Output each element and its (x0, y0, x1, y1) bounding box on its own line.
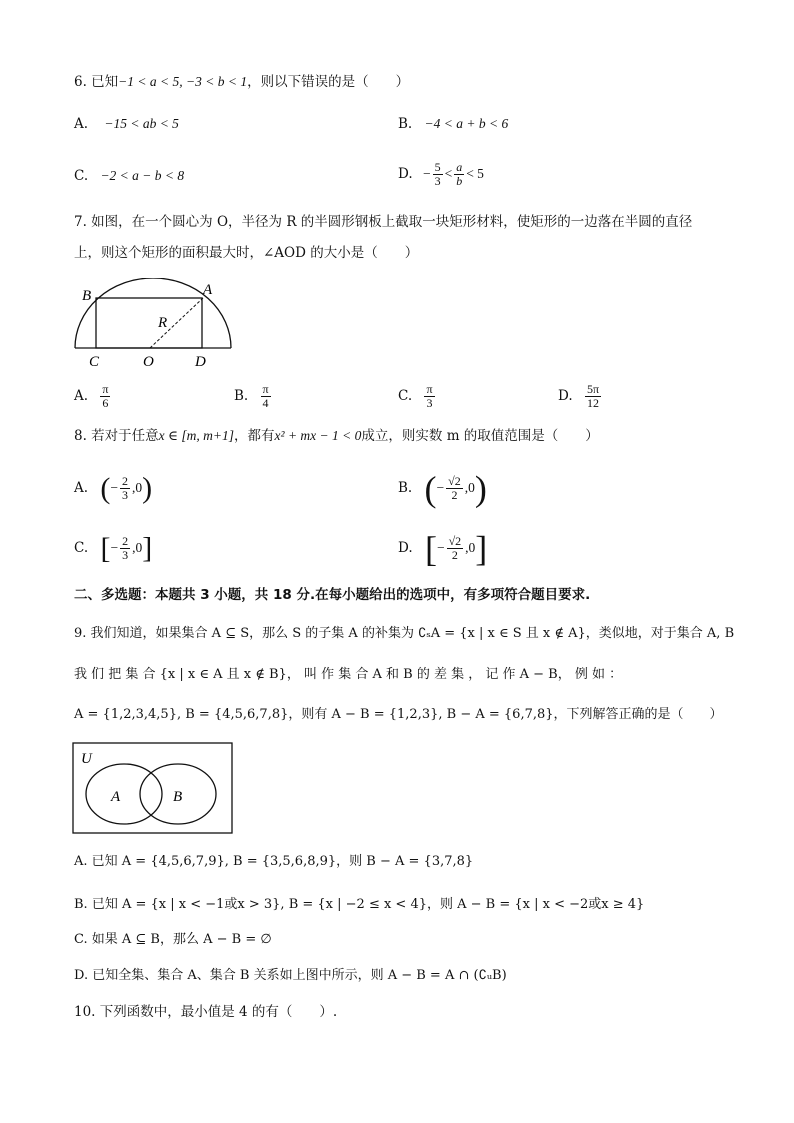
q6-option-a (74, 114, 179, 134)
q6-option-c-label: C. (74, 168, 89, 184)
q9-stem-line2: 我 们 把 集 合 {x | x ∈ A 且 x ∉ B}， 叫 作 集 合 A 和 B 的 差 集 ， 记 作 A − B， 例 如 ： (74, 667, 623, 682)
q8-c-zero: 0 (135, 540, 143, 555)
q6-option-b-label: B. (398, 116, 413, 132)
q8-a-zero: 0 (135, 480, 143, 495)
q9-venn-diagram (72, 742, 234, 835)
q8-b-num: √2 (448, 474, 461, 488)
q7-option-a-frac (100, 383, 110, 410)
q6-option-c (74, 166, 184, 186)
q8-d-zero: 0 (468, 540, 476, 555)
q7-b-num: π (262, 382, 269, 396)
q6-d-frac2-num: a (456, 160, 463, 174)
q8-option-d-frac (447, 535, 464, 562)
label-o: O (143, 354, 154, 370)
q7-option-d-frac (585, 383, 601, 410)
q8-stem-post: 成立，则实数 m 的取值范围是（ ） (361, 428, 599, 444)
label-c: C (89, 354, 100, 370)
q9-stem-line1: 9. 我们知道，如果集合 A ⊆ S，那么 S 的子集 A 的补集为 ∁ₛA = {x | x ∈ S 且 x ∉ A}，类似地，对于集合 A, B (74, 626, 735, 641)
q6-option-b (398, 114, 508, 134)
q6-option-a-text: −15 < ab < 5 (104, 116, 179, 131)
q8-stem-pre: 8. 若对于任意 (74, 428, 159, 444)
q9-option-b: B. 已知 A = {x | x < −1或x > 3}, B = {x | −2 ≤ x < 4}，则 A − B = {x | x < −2或x ≥ 4} (74, 897, 645, 912)
q8-option-b-label: B. (398, 480, 413, 496)
q9-option-d: D. 已知全集、集合 A、集合 B 关系如上图中所示，则 A − B = A ∩ (∁ᵤB) (74, 968, 507, 983)
q7-option-c-label: C. (398, 388, 413, 404)
q8-b-den: 2 (451, 488, 458, 502)
venn-label-b: B (173, 789, 183, 805)
q6-option-d-lt: < (444, 166, 453, 181)
q8-c-num: 2 (122, 534, 129, 548)
q7-c-den: 3 (426, 396, 433, 410)
q7-d-den: 12 (586, 396, 599, 410)
q7-b-den: 4 (262, 396, 269, 410)
q6-option-d-neg: − (422, 166, 431, 181)
q6-d-frac1-den: 3 (434, 174, 441, 188)
q8-option-a-label: A. (74, 480, 89, 496)
q8-option-c-frac (120, 535, 130, 562)
q8-a-den: 3 (121, 488, 128, 502)
q8-option-a-frac (120, 475, 130, 502)
q7-option-b-frac (261, 383, 271, 410)
q9-option-c: C. 如果 A ⊆ B，那么 A − B = ∅ (74, 932, 272, 947)
section-2-header: 二、多选题：本题共 3 小题，共 18 分.在每小题给出的选项中，有多项符合题目要求. (74, 587, 591, 603)
q9-option-a: A. 已知 A = {4,5,6,7,9}, B = {3,5,6,8,9}，则 B − A = {3,7,8} (74, 854, 474, 869)
q10-stem: 10. 下列函数中，最小值是 4 的有（ ）. (74, 1004, 338, 1020)
q7-a-num: π (102, 382, 109, 396)
q8-stem-mid: ，都有 (234, 428, 275, 444)
label-d: D (195, 354, 206, 370)
q7-option-a-label: A. (74, 388, 89, 404)
q7-option-d (558, 378, 603, 414)
q8-option-a: A. (− $\frac{2}{3}$ ,0) (74, 471, 153, 505)
venn-universe-box (73, 743, 232, 833)
q6-d-frac2-den: b (456, 174, 463, 188)
venn-label-a: A (111, 789, 121, 805)
q8-interval: x ∈ [m, m+1] (158, 428, 235, 443)
q7-stem-line2: 上，则这个矩形的面积最大时，∠AOD 的大小是（ ） (74, 245, 419, 261)
q6-option-c-text: −2 < a − b < 8 (100, 168, 185, 183)
q6-option-b-text: −4 < a + b < 6 (424, 116, 509, 131)
q8-option-d: D. [− $\frac{√2}{2}$ ,0] (398, 528, 488, 569)
q7-semicircle-figure (70, 278, 240, 370)
q8-b-zero: 0 (468, 480, 475, 495)
q7-a-den: 6 (102, 396, 109, 410)
q6-option-d-tail: < 5 (466, 166, 484, 181)
label-b: B (82, 288, 92, 304)
q8-d-den: 2 (451, 548, 458, 562)
q8-option-d-label: D. (398, 540, 413, 556)
inscribed-rectangle (96, 298, 202, 348)
q8-a-num: 2 (121, 474, 128, 488)
q6-stem-post: ，则以下错误的是（ ） (247, 74, 410, 90)
q7-c-num: π (426, 382, 433, 396)
q6-option-d-frac1 (433, 161, 443, 188)
q6-option-a-label: A. (74, 116, 89, 132)
venn-label-u: U (81, 751, 92, 767)
q8-option-c-label: C. (74, 540, 89, 556)
q7-option-a (74, 378, 112, 414)
q7-option-b-label: B. (234, 388, 249, 404)
q7-option-b (234, 378, 273, 414)
q8-option-b: B. (− $\frac{√2}{2}$ ,0) (398, 468, 487, 509)
q8-option-b-frac (446, 475, 463, 502)
q8-d-num: √2 (448, 534, 462, 548)
q7-stem-line1: 7. 如图，在一个圆心为 O，半径为 R 的半圆形钢板上截取一块矩形材料，使矩形的一边落在半圆的直径 (74, 214, 693, 230)
q6-stem-pre: 6. 已知 (74, 74, 119, 90)
q7-d-num: 5π (586, 382, 599, 396)
q6-d-frac1-num: 5 (434, 160, 441, 174)
q9-stem-line3: A = {1,2,3,4,5}, B = {4,5,6,7,8}，则有 A − B = {1,2,3}, B − A = {6,7,8}，下列解答正确的是（ ） (74, 707, 723, 722)
q8-stem (74, 426, 599, 446)
q6-stem (74, 72, 409, 92)
q6-option-d-label: D. (398, 166, 413, 182)
q6-option-d (398, 156, 484, 192)
label-r: R (158, 315, 168, 331)
q7-option-c (398, 378, 437, 414)
q7-option-d-label: D. (558, 388, 573, 404)
q7-option-c-frac (424, 383, 434, 410)
q8-c-den: 3 (122, 548, 129, 562)
q6-condition: −1 < a < 5, −3 < b < 1 (118, 74, 248, 89)
label-a: A (203, 282, 213, 298)
q8-option-c: C. [− $\frac{2}{3}$ ,0] (74, 531, 153, 565)
q6-option-d-frac2 (454, 161, 464, 188)
q8-inequality: x² + mx − 1 < 0 (274, 428, 362, 443)
